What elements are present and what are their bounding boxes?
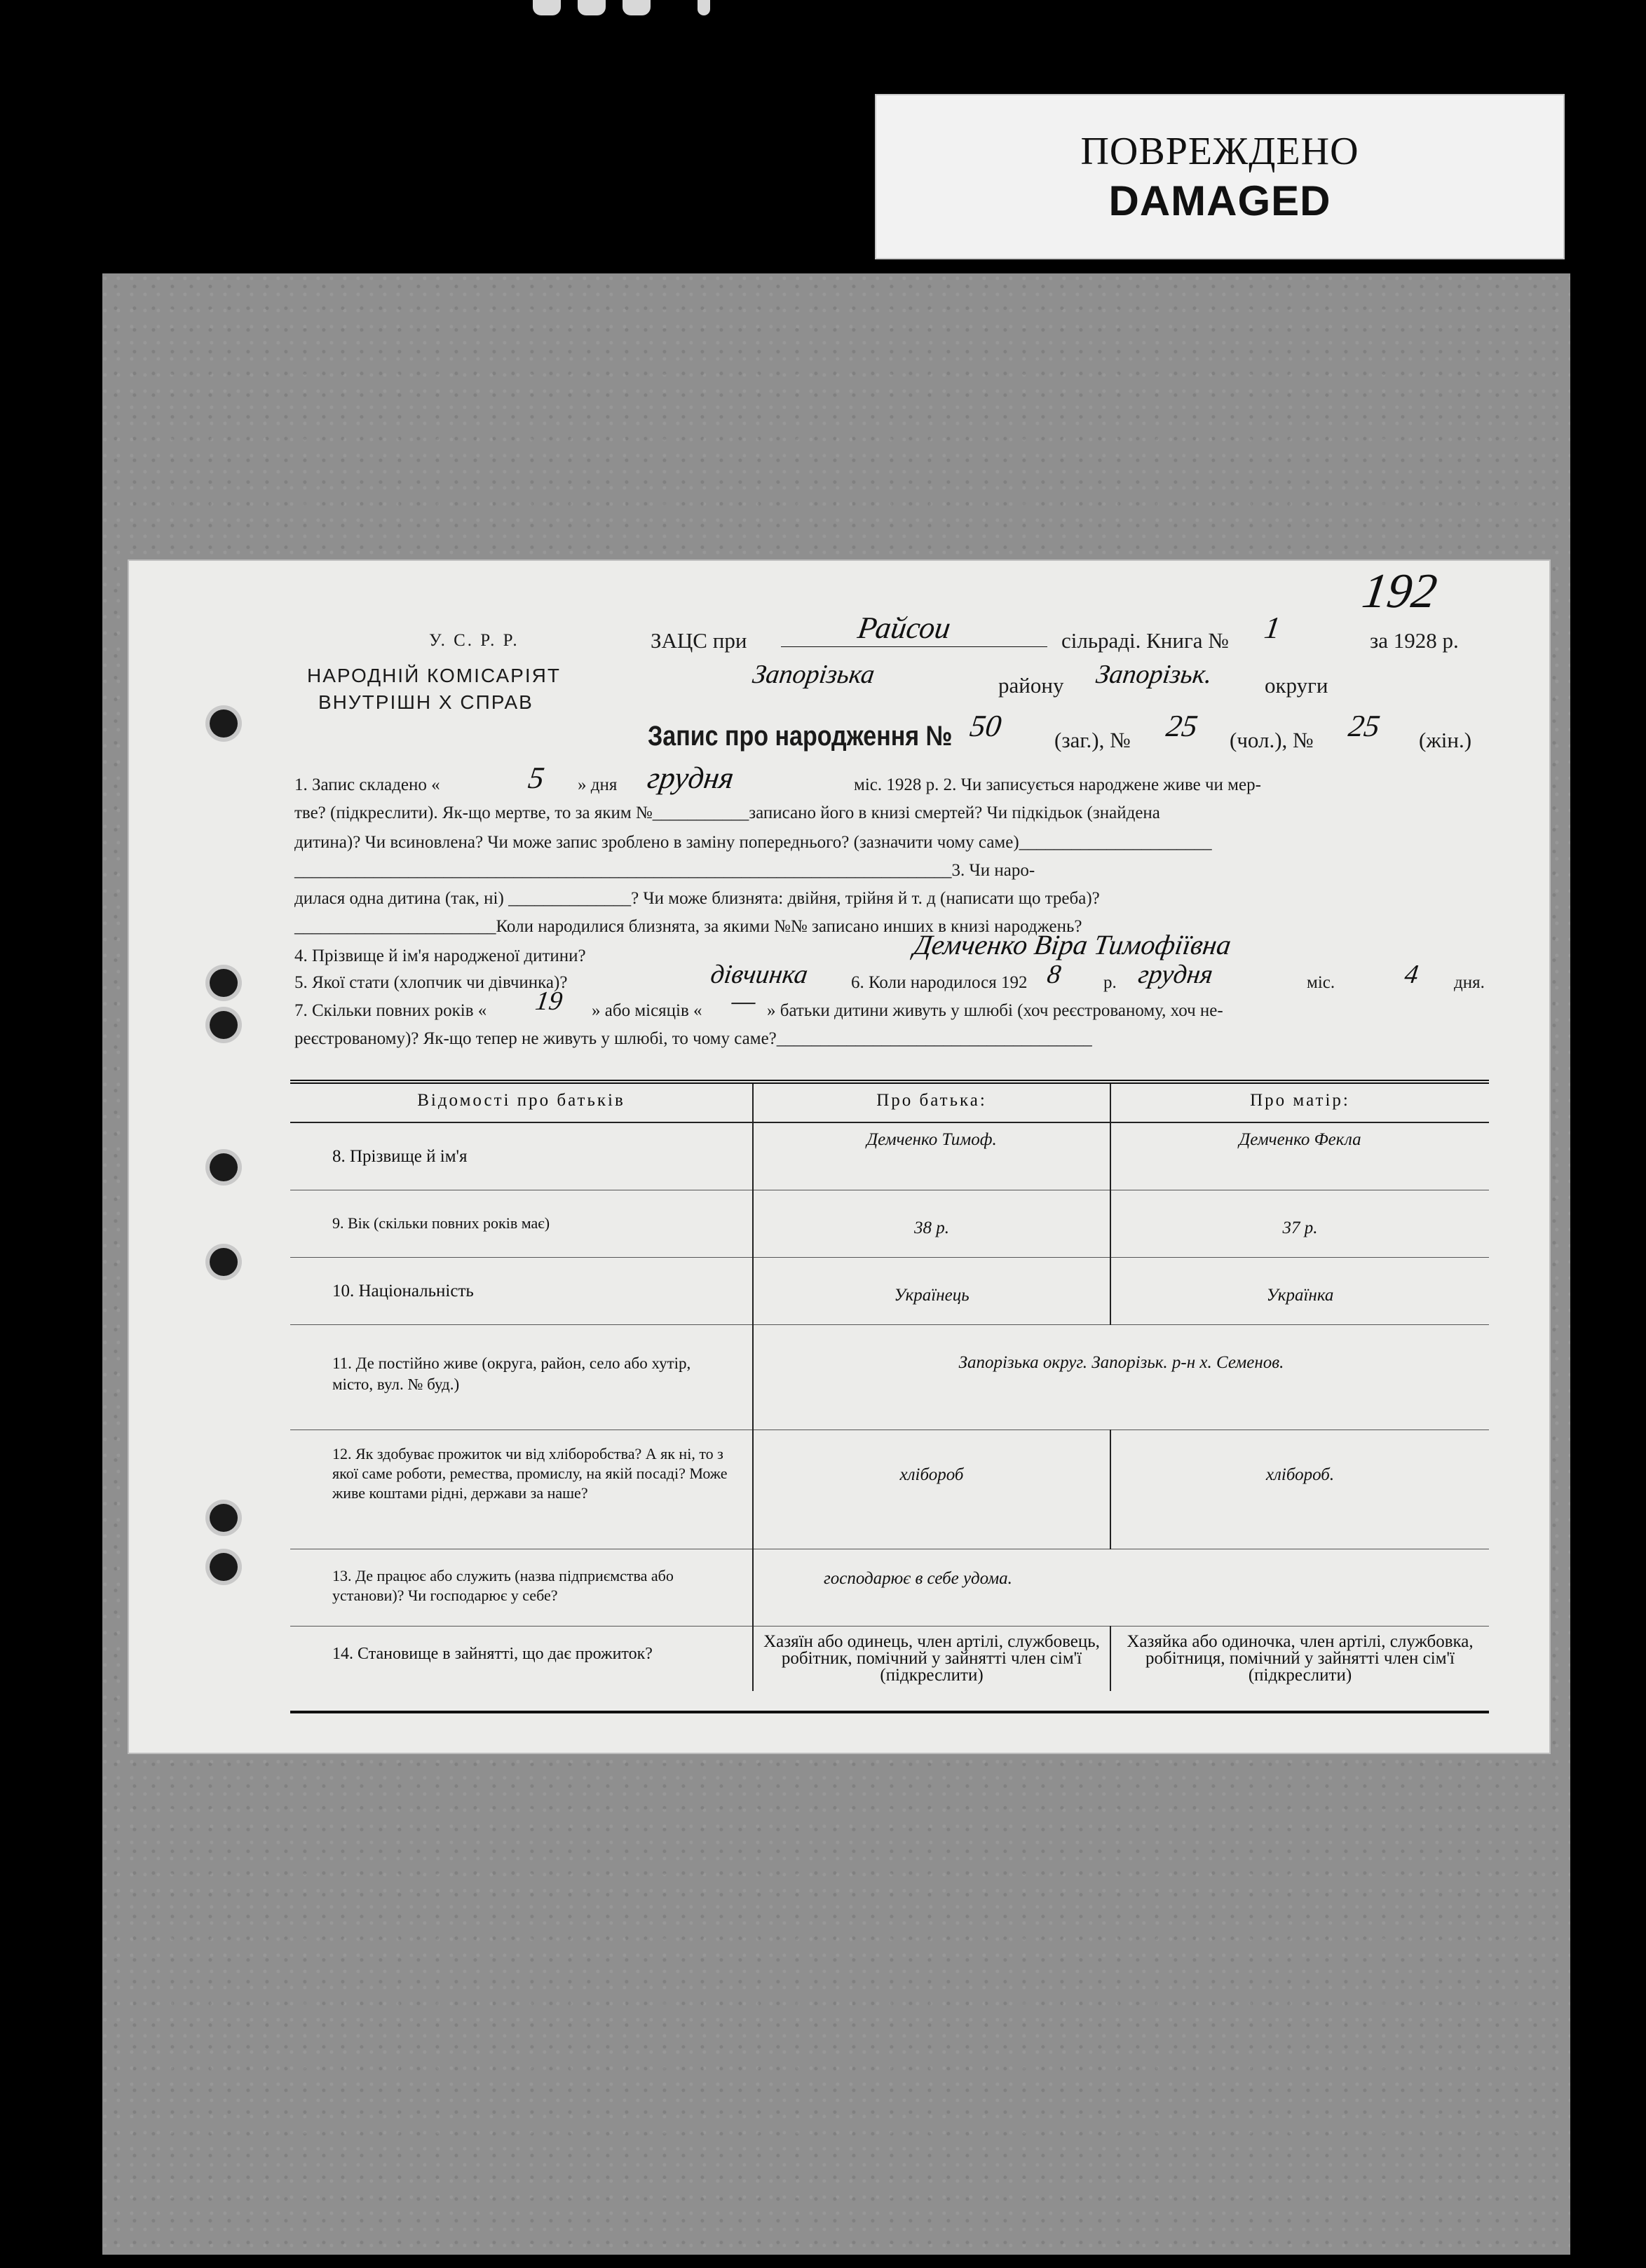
- row-label: 14. Становище в зайнятті, що дає прожиток?: [290, 1626, 753, 1691]
- okruga-handwritten: Запорізьк.: [1094, 660, 1214, 689]
- damaged-label-en: DAMAGED: [1108, 177, 1331, 224]
- row-label: 9. Вік (скільки повних років має): [290, 1190, 753, 1257]
- row-label: 10. Національність: [290, 1257, 753, 1324]
- birth-year-digit: 8: [1045, 960, 1063, 989]
- silradi-label: сільраді. Книга №: [1061, 628, 1229, 653]
- line-9b: » або місяців «: [592, 1001, 702, 1020]
- table-row: [290, 1257, 1489, 1324]
- table-row: [290, 1430, 1489, 1549]
- raion-handwritten: Запорізька: [751, 660, 877, 689]
- record-title: Запис про народження №: [648, 721, 953, 752]
- father-value: Українець: [753, 1257, 1110, 1324]
- line-9c: » батьки дитини живуть у шлюбі (хоч реєстрованому, хоч не-: [767, 1001, 1223, 1020]
- line-5: дилася одна дитина (так, ні) ______________? Чи може близнята: двійня, трійня й т. д (написати що треба)?: [294, 889, 1100, 908]
- chol-label: (чол.), №: [1230, 728, 1314, 752]
- usrr-label: У. С. Р. Р.: [429, 631, 519, 650]
- father-value: Хазяїн або одинець, член артілі, службовець, робітник, помічний у зайнятті член сім'ї (підкреслити): [753, 1626, 1110, 1691]
- column-header: Про матір:: [1110, 1082, 1489, 1122]
- punch-hole: [210, 1248, 238, 1276]
- mother-value: Хазяйка або одиночка, член артілі, службовка, робітниця, помічний у зайнятті член сім'ї (підкреслити): [1127, 1631, 1474, 1685]
- birth-month: грудня: [1136, 960, 1215, 989]
- punch-hole: [210, 1011, 238, 1039]
- row-label: 8. Прізвище й ім'я: [290, 1122, 753, 1190]
- child-name: Демченко Віра Тимофіївна: [911, 929, 1233, 960]
- record-number: 50: [967, 709, 1004, 743]
- line-1c: міс. 1928 р. 2. Чи записується народжене живе чи мер-: [854, 775, 1261, 794]
- female-number: 25: [1346, 709, 1382, 743]
- underline: [781, 646, 1047, 647]
- table-row: [290, 1626, 1489, 1691]
- punch-hole: [210, 1153, 238, 1181]
- father-value: хлібороб: [753, 1430, 1110, 1549]
- table-row: [290, 1549, 1489, 1626]
- zhin-label: (жін.): [1419, 728, 1472, 752]
- damaged-label-ua: ПОВРЕЖДЕНО: [1080, 130, 1359, 173]
- mother-value: 37 р.: [1110, 1190, 1489, 1257]
- parents-table: [290, 1080, 1489, 1691]
- line-8b: 6. Коли народилося 192: [851, 973, 1028, 992]
- line-10: реєстрованому)? Як-що тепер не живуть у шлюбі, то чому саме?____________________________________: [294, 1029, 1092, 1048]
- line-6: _______________________Коли народилися близнята, за якими №№ записано инших в книзі народжень?: [294, 917, 1082, 936]
- workplace-value: господарює в себе удома.: [753, 1549, 1489, 1626]
- column-header: Про батька:: [753, 1082, 1110, 1122]
- line-1b: » дня: [578, 775, 618, 794]
- line-2: тве? (підкреслити). Як-що мертве, то за яким №___________записано його в книзі смертей? Чи підкідьок (знайдена: [294, 803, 1160, 822]
- table-header: [290, 1082, 1489, 1122]
- raionu-label: району: [998, 673, 1064, 698]
- table-row: [290, 1324, 1489, 1430]
- page-number: 192: [1359, 564, 1441, 618]
- child-sex: дівчинка: [709, 960, 810, 989]
- zag-label: (заг.), №: [1054, 728, 1131, 752]
- damaged-label: [875, 94, 1565, 259]
- birth-day: 4: [1403, 960, 1420, 989]
- cropped-top-marks: [533, 0, 715, 18]
- line-8d: міс.: [1307, 973, 1335, 992]
- birth-record-form: [129, 561, 1549, 1753]
- father-value: 38 р.: [753, 1190, 1110, 1257]
- mother-value: Демченко Фекла: [1110, 1122, 1489, 1190]
- line-3: дитина)? Чи всиновлена? Чи може запис зроблено в заміну попереднього? (зазначити чому саме)______________________: [294, 833, 1212, 852]
- line-9a: 7. Скільки повних років «: [294, 1001, 487, 1020]
- mother-value: хлібороб.: [1110, 1430, 1489, 1549]
- okrugy-label: округи: [1265, 673, 1328, 698]
- punch-hole: [210, 709, 238, 738]
- record-day: 5: [526, 761, 547, 795]
- line-8c: р.: [1103, 973, 1117, 992]
- zags-handwritten: Райсои: [855, 611, 953, 645]
- line-8a: 5. Якої стати (хлопчик чи дівчинка)?: [294, 973, 568, 992]
- mother-value: Українка: [1110, 1257, 1489, 1324]
- commissariat-line1: НАРОДНІЙ КОМІСАРІЯТ: [307, 665, 561, 686]
- table-row: [290, 1190, 1489, 1257]
- father-value: Демченко Тимоф.: [753, 1122, 1110, 1190]
- punch-hole: [210, 969, 238, 997]
- table-row: [290, 1122, 1489, 1190]
- year-label: за 1928 р.: [1370, 628, 1459, 653]
- line-8e: дня.: [1454, 973, 1485, 992]
- line-4: ___________________________________________________________________________3. Чи наро-: [294, 861, 1035, 880]
- line-7: 4. Прізвище й ім'я народженої дитини?: [294, 946, 586, 965]
- punch-hole: [210, 1504, 238, 1532]
- row-label: 13. Де працює або служить (назва підприємства або установи)? Чи господарює у себе?: [290, 1549, 753, 1626]
- residence-value: Запорізька округ. Запорізьк. р-н х. Семенов.: [753, 1324, 1489, 1430]
- row-label: 11. Де постійно живе (округа, район, село або хутір, місто, вул. № буд.): [290, 1324, 753, 1430]
- zags-label: ЗАЦС при: [651, 628, 747, 653]
- line-1a: 1. Запис складено «: [294, 775, 440, 794]
- male-number: 25: [1164, 709, 1200, 743]
- marriage-months: —: [730, 986, 758, 1016]
- marriage-years: 19: [533, 986, 564, 1016]
- punch-hole: [210, 1553, 238, 1581]
- row-label: 12. Як здобуває прожиток чи від хліборобства? А як ні, то з якої саме роботи, ремества, промислу, на якій посаді? Може живе коштами рідні, держави за наше?: [290, 1430, 753, 1549]
- column-header: Відомості про батьків: [290, 1082, 753, 1122]
- table-bottom-rule: [290, 1711, 1489, 1713]
- record-month: грудня: [645, 761, 736, 795]
- book-number: 1: [1262, 611, 1283, 645]
- commissariat-line2: ВНУТРІШН Х СПРАВ: [318, 691, 533, 713]
